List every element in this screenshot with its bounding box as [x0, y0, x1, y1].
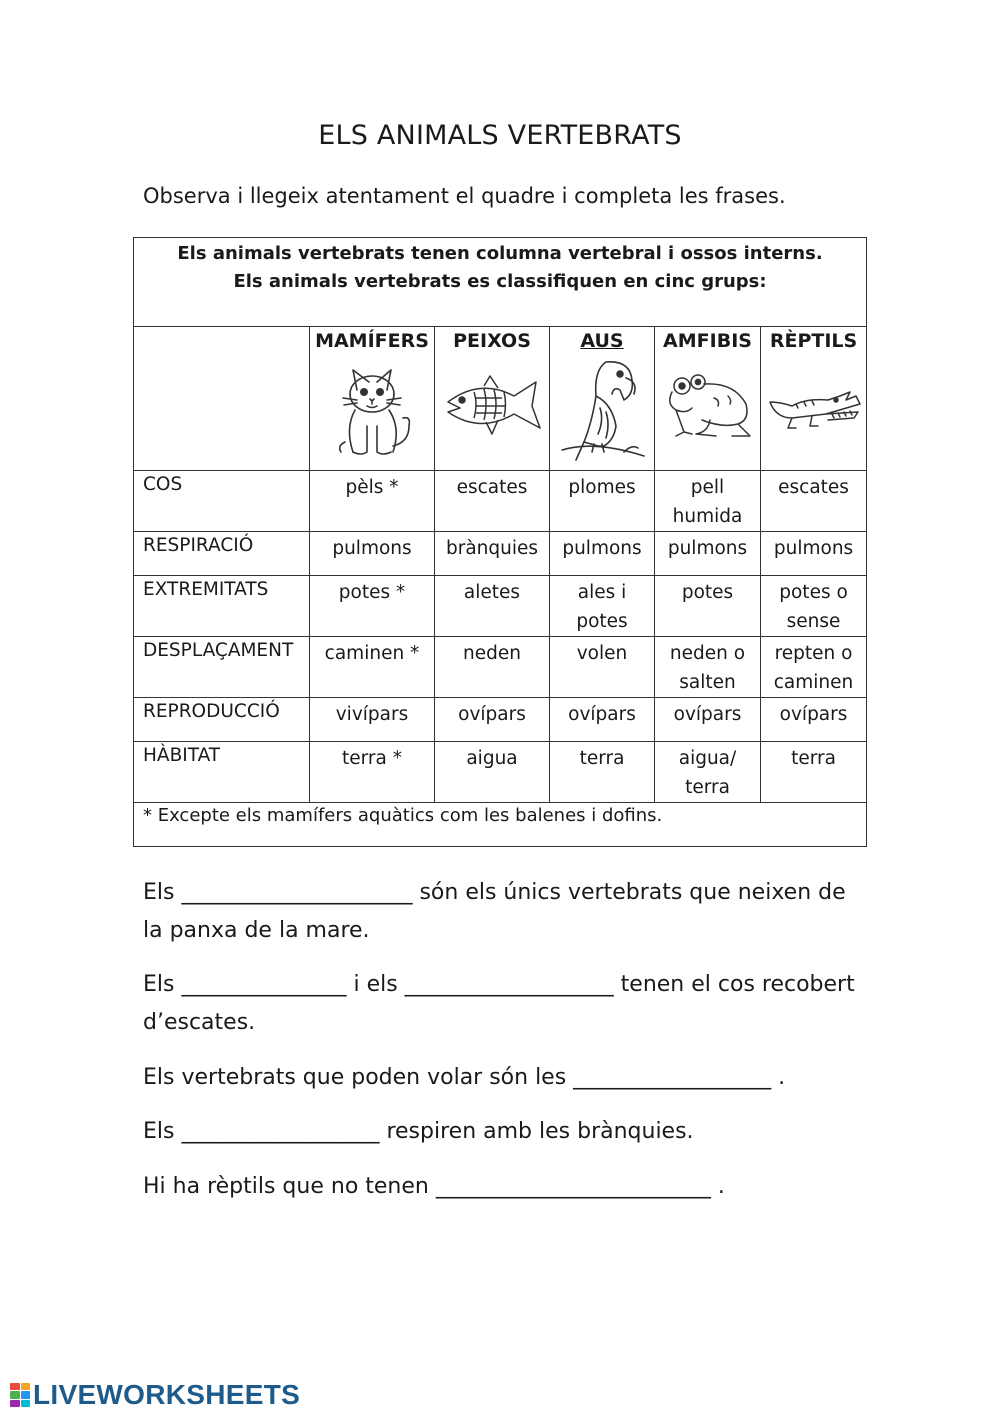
- sentence-4: [143, 1113, 863, 1151]
- table-cell: repten o caminen: [761, 637, 867, 698]
- crocodile-icon: [766, 382, 862, 438]
- table-cell: ovípars: [655, 698, 761, 742]
- answer-blank[interactable]: __________________: [181, 1119, 380, 1144]
- table-row: [134, 698, 867, 742]
- frog-icon: [662, 370, 754, 442]
- page-title: ELS ANIMALS VERTEBRATS: [318, 120, 682, 151]
- row-label-cos: COS: [134, 471, 310, 532]
- table-cell: neden: [435, 637, 550, 698]
- table-cell: ovípars: [761, 698, 867, 742]
- intro-line-1: Els animals vertebrats tenen columna vertebral i ossos interns.: [177, 243, 823, 264]
- table-cell: escates: [435, 471, 550, 532]
- sentence-text: .: [771, 1065, 786, 1090]
- table-intro: [134, 238, 867, 327]
- table-cell: terra: [761, 742, 867, 803]
- brand-footer[interactable]: [10, 1380, 300, 1410]
- table-cell: aigua/ terra: [655, 742, 761, 803]
- table-cell: neden o salten: [655, 637, 761, 698]
- sentence-text: són els únics vertebrats que neixen de la panxa de la mare.: [143, 880, 846, 943]
- column-header-peixos: [435, 327, 550, 471]
- table-cell: terra: [550, 742, 655, 803]
- intro-line-2: Els animals vertebrats es classifiquen en cinc grups:: [233, 271, 767, 292]
- logo-square: [21, 1383, 31, 1390]
- table-cell: terra *: [310, 742, 435, 803]
- logo-square: [21, 1391, 31, 1398]
- sentence-text: respiren amb les brànquies.: [379, 1119, 694, 1144]
- sentence-2: [143, 966, 863, 1042]
- table-cell: pulmons: [761, 532, 867, 576]
- answer-blank[interactable]: _________________________: [435, 1174, 711, 1199]
- sentence-text: Els vertebrats que poden volar són les: [143, 1065, 574, 1090]
- sentence-3: [143, 1059, 863, 1097]
- column-label: AUS: [580, 330, 624, 352]
- cat-icon: [327, 356, 417, 464]
- table-cell: escates: [761, 471, 867, 532]
- table-cell: pulmons: [310, 532, 435, 576]
- sentence-text: tenen el cos recobert d’escates.: [143, 972, 855, 1035]
- sentence-text: Hi ha rèptils que no tenen: [143, 1174, 436, 1199]
- table-cell: potes: [655, 576, 761, 637]
- table-cell: brànquies: [435, 532, 550, 576]
- instruction-text: Observa i llegeix atentament el quadre i completa les frases.: [143, 184, 786, 208]
- parrot-icon: [554, 356, 650, 466]
- sentence-5: [143, 1168, 863, 1206]
- sentence-text: i els: [346, 972, 405, 997]
- sentence-text: .: [710, 1174, 725, 1199]
- table-cell: caminen *: [310, 637, 435, 698]
- row-label-extremitats: EXTREMITATS: [134, 576, 310, 637]
- table-cell: aigua: [435, 742, 550, 803]
- table-footnote: * Excepte els mamífers aquàtics com les balenes i dofins.: [134, 803, 867, 847]
- row-label-reproduccio: REPRODUCCIÓ: [134, 698, 310, 742]
- table-row: [134, 532, 867, 576]
- table-cell: ovípars: [550, 698, 655, 742]
- vertebrates-table: [133, 237, 867, 847]
- empty-corner-cell: [134, 327, 310, 471]
- table-cell: vivípars: [310, 698, 435, 742]
- sentence-text: Els: [143, 1119, 182, 1144]
- table-row: [134, 637, 867, 698]
- column-label: AMFIBIS: [663, 330, 752, 352]
- logo-square: [21, 1400, 31, 1407]
- column-label: RÈPTILS: [769, 330, 858, 352]
- column-header-mamifers: [310, 327, 435, 471]
- fish-icon: [440, 372, 544, 442]
- sentence-text: Els: [143, 972, 182, 997]
- brand-name: LIVEWORKSHEETS: [33, 1379, 301, 1410]
- table-row: [134, 576, 867, 637]
- table-cell: volen: [550, 637, 655, 698]
- answer-blank[interactable]: _______________: [181, 972, 347, 997]
- table-cell: potes *: [310, 576, 435, 637]
- column-label: MAMÍFERS: [315, 330, 429, 352]
- column-header-aus: [550, 327, 655, 471]
- answer-blank[interactable]: ___________________: [404, 972, 614, 997]
- table-cell: ales i potes: [550, 576, 655, 637]
- answer-blank[interactable]: _____________________: [181, 880, 413, 905]
- answer-blank[interactable]: __________________: [573, 1065, 772, 1090]
- table-cell: ovípars: [435, 698, 550, 742]
- table-row: [134, 742, 867, 803]
- table-cell: potes o sense: [761, 576, 867, 637]
- row-label-respiracio: RESPIRACIÓ: [134, 532, 310, 576]
- logo-square: [10, 1391, 20, 1398]
- table-cell: pèls *: [310, 471, 435, 532]
- brand-logo-icon: [10, 1383, 30, 1407]
- sentence-1: [143, 874, 863, 950]
- table-cell: aletes: [435, 576, 550, 637]
- row-label-desplacament: DESPLAÇAMENT: [134, 637, 310, 698]
- logo-square: [10, 1400, 20, 1407]
- column-header-amfibis: [655, 327, 761, 471]
- logo-square: [10, 1383, 20, 1390]
- table-row: [134, 471, 867, 532]
- sentence-text: Els: [143, 880, 182, 905]
- row-label-habitat: HÀBITAT: [134, 742, 310, 803]
- table-cell: pulmons: [550, 532, 655, 576]
- table-cell: pulmons: [655, 532, 761, 576]
- column-label: PEIXOS: [453, 330, 531, 352]
- table-cell: plomes: [550, 471, 655, 532]
- table-cell: pell humida: [655, 471, 761, 532]
- column-header-reptils: [761, 327, 867, 471]
